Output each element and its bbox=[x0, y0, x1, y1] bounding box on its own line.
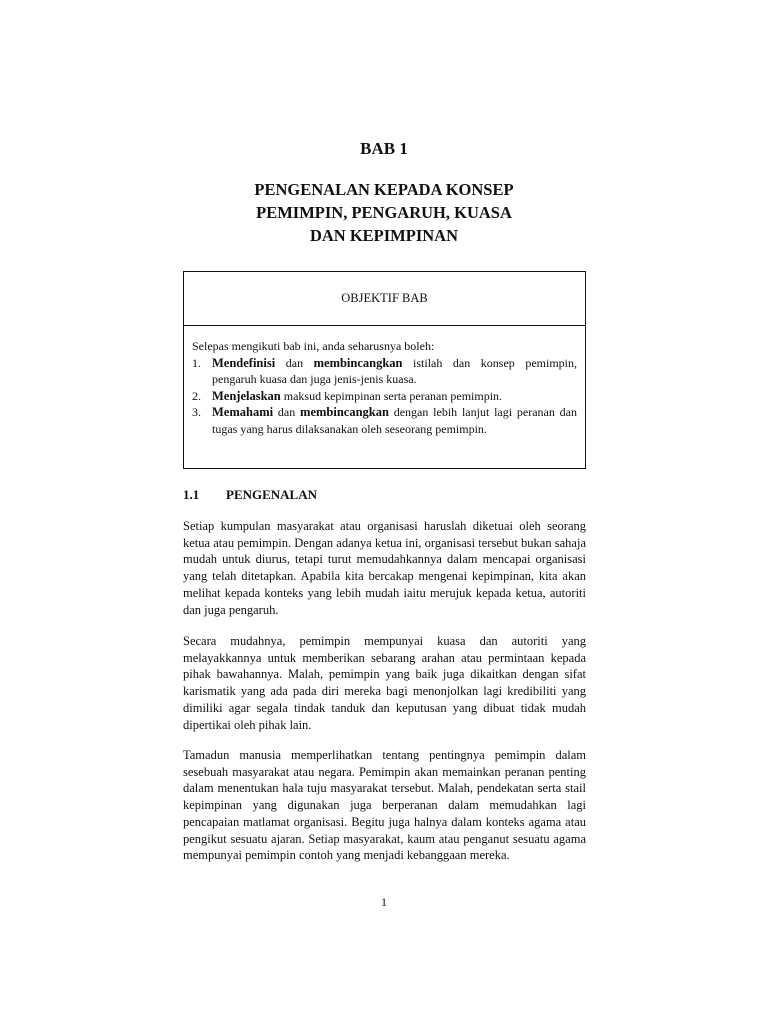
section-heading bbox=[183, 487, 317, 503]
objective-verb: membincangkan bbox=[300, 405, 389, 419]
objectives-body bbox=[184, 326, 585, 437]
chapter-title-line: PENGENALAN KEPADA KONSEP bbox=[254, 180, 514, 199]
objective-number: 2. bbox=[192, 388, 201, 403]
objective-connector: dan bbox=[275, 355, 314, 370]
section-number: 1.1 bbox=[183, 487, 200, 502]
objective-verb: membincangkan bbox=[313, 355, 403, 370]
objective-verb: Memahami bbox=[212, 405, 274, 419]
chapter-title-line: DAN KEPIMPINAN bbox=[309, 226, 459, 245]
page-number: 1 bbox=[381, 895, 387, 909]
section-title: PENGENALAN bbox=[226, 487, 318, 502]
objective-number: 1. bbox=[192, 355, 201, 370]
objective-item bbox=[192, 388, 577, 405]
body-paragraph: Setiap kumpulan masyarakat atau organisasi haruslah diketuai oleh seorang ketua atau pemimpin. Dengan adanya ketua ini, organisasi tersebut bukan sahaja mudah untuk diurus, tetapi turut memudahkannya dalam mencapai organisasi yang telah ditetapkan. Apabila kita bercakap mengenai kepimpinan, kita akan melihat kepada konteks yang lebih mudah iaitu merujuk kepada ketua, autoriti dan juga pengaruh. bbox=[183, 519, 586, 617]
objectives-box bbox=[183, 271, 586, 469]
objective-text: istilah dan konsep pemimpin, pengaruh kuasa dan juga jenis-jenis kuasa. bbox=[212, 355, 577, 386]
chapter-label: BAB 1 bbox=[360, 139, 408, 158]
objective-number: 3. bbox=[192, 405, 201, 419]
objective-verb: Mendefinisi bbox=[212, 355, 276, 370]
objective-text: maksud kepimpinan serta peranan pemimpin. bbox=[280, 388, 503, 403]
chapter-title bbox=[0, 178, 768, 247]
objective-connector: dan bbox=[273, 405, 301, 419]
objective-verb: Menjelaskan bbox=[212, 388, 281, 403]
objective-item bbox=[192, 404, 577, 437]
body-paragraph: Tamadun manusia memperlihatkan tentang pentingnya pemimpin dalam sesebuah masyarakat atau negara. Pemimpin akan memainkan peranan penting dalam menentukan hala tuju masyarakat tersebut. Malah, pendekatan serta stail kepimpinan yang digunakan juga berperanan dalam memudahkan lagi pencapaian matlamat organisasi. Begitu juga halnya dalam konteks agama atau pengikut sesuatu ajaran. Setiap masyarakat, kaum atau penganut sesuatu agama mempunyai pemimpin contoh yang menjadi kebanggaan mereka. bbox=[183, 748, 586, 863]
body-paragraph: Secara mudahnya, pemimpin mempunyai kuasa dan autoriti yang melayakkannya untuk memberikan sebarang arahan atau permintaan kepada pihak bawahannya. Malah, pemimpin yang baik juga dikaitkan dengan sifat karismatik yang ada pada diri mereka bagi menonjolkan lagi kredibiliti yang dimiliki agar segala tindak tanduk dan keputusan yang dibuat tidak mudah dipertikai oleh pihak lain. bbox=[183, 634, 586, 732]
objectives-intro: Selepas mengikuti bab ini, anda seharusnya boleh: bbox=[192, 339, 435, 353]
objective-text: dengan lebih lanjut lagi peranan dan tugas yang harus dilaksanakan oleh seseorang pemimpin. bbox=[212, 405, 577, 436]
objective-item bbox=[192, 355, 577, 388]
chapter-title-line: PEMIMPIN, PENGARUH, KUASA bbox=[256, 203, 512, 222]
objectives-heading: OBJEKTIF BAB bbox=[184, 272, 585, 326]
objectives-list bbox=[192, 355, 577, 438]
